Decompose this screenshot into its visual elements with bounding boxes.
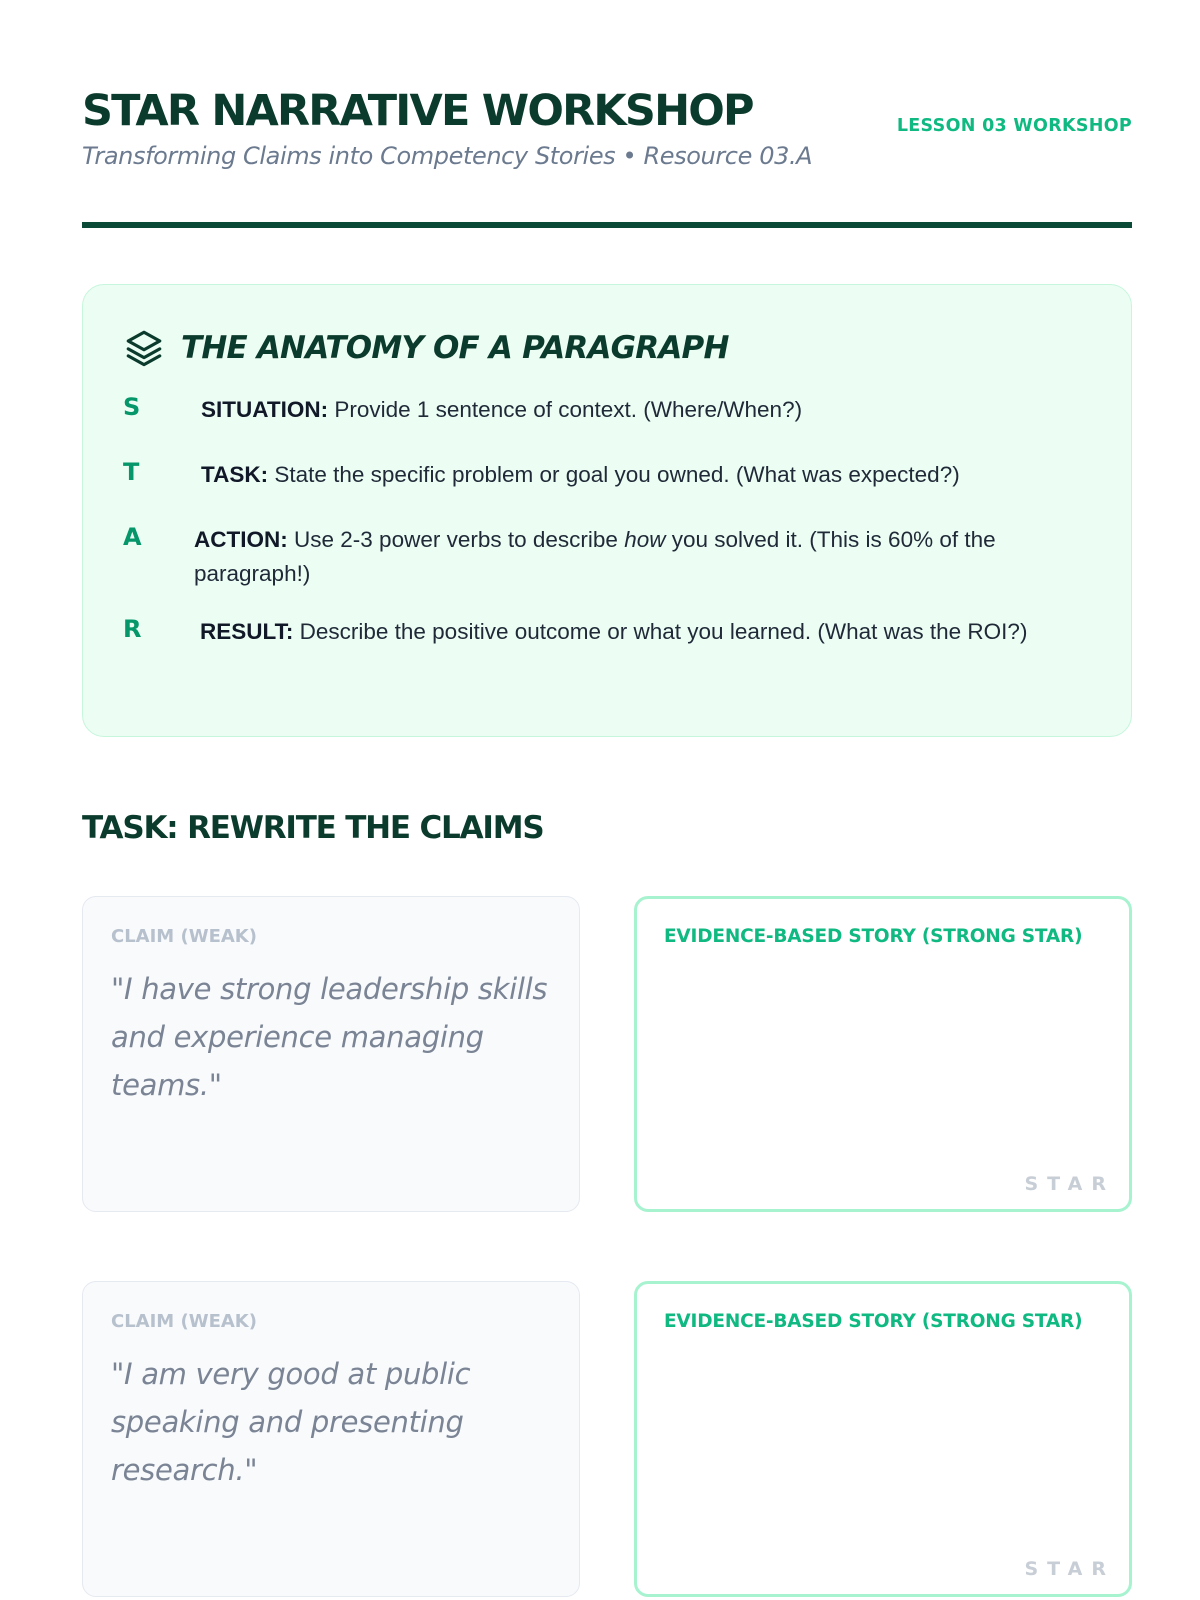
- step-description-start: Use 2-3 power verbs to describe: [294, 527, 618, 552]
- step-label: SITUATION:: [201, 397, 329, 422]
- story-answer-area[interactable]: [664, 1348, 1104, 1538]
- page-header: [82, 82, 1132, 170]
- step-text: [201, 393, 802, 427]
- anatomy-title: THE ANATOMY OF A PARAGRAPH: [181, 330, 729, 366]
- story-answer-box[interactable]: [634, 896, 1132, 1212]
- step-letter: A: [123, 523, 142, 551]
- step-label: RESULT:: [200, 619, 294, 644]
- step-label: TASK:: [201, 462, 269, 487]
- page-title: STAR NARRATIVE WORKSHOP: [82, 86, 753, 136]
- step-description: Provide 1 sentence of context. (Where/When?): [334, 397, 803, 422]
- layers-icon: [123, 327, 165, 369]
- step-text: [201, 458, 960, 492]
- story-label: EVIDENCE-BASED STORY (STRONG STAR): [664, 926, 1083, 947]
- claim-text: "I am very good at public speaking and presenting research.": [111, 1357, 471, 1487]
- task-section-title: TASK: REWRITE THE CLAIMS: [82, 810, 544, 846]
- step-letter: T: [123, 458, 140, 486]
- step-label: ACTION:: [194, 527, 288, 552]
- claim-label: CLAIM (WEAK): [111, 926, 257, 947]
- step-text: [194, 523, 1074, 591]
- step-emphasis: how: [624, 527, 666, 552]
- story-label: EVIDENCE-BASED STORY (STRONG STAR): [664, 1311, 1083, 1332]
- star-watermark: STAR: [1024, 1173, 1115, 1195]
- header-divider: [82, 222, 1132, 228]
- step-letter: S: [123, 393, 141, 421]
- claim-card: [82, 896, 580, 1212]
- story-answer-area[interactable]: [664, 963, 1104, 1153]
- claim-card: [82, 1281, 580, 1597]
- star-watermark: STAR: [1024, 1558, 1115, 1580]
- step-letter: R: [123, 615, 142, 643]
- step-description-end: you solved it. (This is 60% of the paragraph!): [194, 527, 996, 586]
- lesson-tag: LESSON 03 WORKSHOP: [896, 116, 1132, 136]
- anatomy-panel: [82, 284, 1132, 737]
- step-text: [200, 615, 1060, 649]
- story-answer-box[interactable]: [634, 1281, 1132, 1597]
- step-description: State the specific problem or goal you owned. (What was expected?): [274, 462, 960, 487]
- step-description: Describe the positive outcome or what you learned. (What was the ROI?): [299, 619, 1028, 644]
- anatomy-heading: [123, 327, 729, 369]
- page-subtitle: Transforming Claims into Competency Stories • Resource 03.A: [82, 142, 813, 170]
- claim-text: "I have strong leadership skills and experience managing teams.": [111, 972, 548, 1102]
- claim-label: CLAIM (WEAK): [111, 1311, 257, 1332]
